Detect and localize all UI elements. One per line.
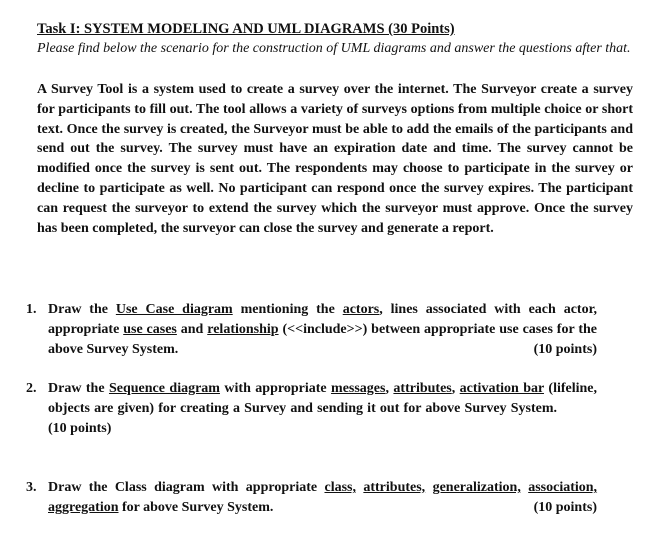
question-number: 2. — [26, 381, 37, 396]
question-text: Draw the Use Case diagram mentioning the actors, lines associated with each actor, appropriate use cases and relationship (<<include>>) between appropriate use cases for the above Survey System. (10 points) — [48, 300, 597, 359]
question-points: (10 points) — [48, 420, 112, 436]
question-points: (10 points) — [533, 341, 597, 357]
scenario-paragraph: A Survey Tool is a system used to create a survey over the internet. The Surveyor create a survey for participants to fill out. The tool allows a variety of surveys options from multiple choice or short text. Once the survey is created, the Surveyor must be able to add the emails of the participants and send out the survey. The survey must have an expiration date and time. The survey cannot be modified once the survey is sent out. The respondents may choose to participate in the survey or decline to participate as well. No participant can respond once the survey expires. The participant can request the surveyor to extend the survey which the surveyor must approve. Once the survey has been completed, the surveyor can close the survey and generate a report. — [37, 82, 633, 236]
task-title: Task I: SYSTEM MODELING AND UML DIAGRAMS (30 Points) — [37, 21, 455, 37]
task-intro: Please find below the scenario for the construction of UML diagrams and answer the questions after that. — [37, 41, 631, 56]
question-1 — [26, 300, 597, 359]
question-number: 3. — [26, 480, 37, 495]
question-3 — [26, 478, 597, 518]
question-text: Draw the Class diagram with appropriate class, attributes, generalization, association, aggregation for above Survey System. (10 points) — [48, 478, 597, 518]
document-page — [37, 20, 633, 238]
question-points: (10 points) — [533, 499, 597, 515]
question-number: 1. — [26, 302, 37, 317]
question-2 — [26, 379, 597, 438]
question-text: Draw the Sequence diagram with appropriate messages, attributes, activation bar (lifeline, objects are given) for creating a Survey and sending it out for above Survey System.(10 points) — [48, 381, 597, 436]
